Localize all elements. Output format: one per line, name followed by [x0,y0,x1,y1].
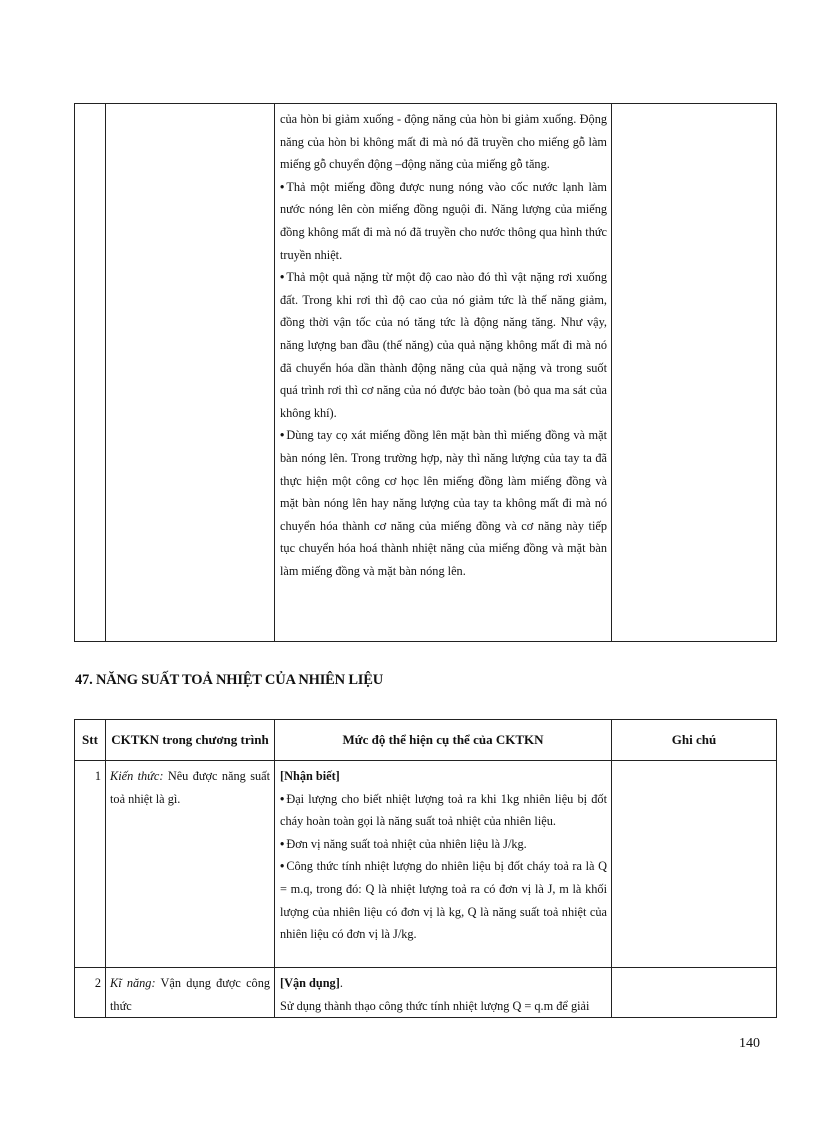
table-row [75,104,777,642]
header-note: Ghi chú [612,720,777,761]
cktkn-cell [106,968,275,1018]
cktkn-cell [106,761,275,968]
bullet-paragraph: • Đơn vị năng suất toả nhiệt của nhiên liệu là J/kg. [280,833,607,856]
stt-cell [75,104,106,642]
row-type-label: Kĩ năng: [110,976,156,990]
table-row [75,761,777,968]
bullet-paragraph: • Thả một miếng đồng được nung nóng vào cốc nước lạnh làm nước nóng lên còn miếng đồng nguội đi. Năng lượng của miếng đồng không mất đi mà nó đã truyền cho nước thông qua hình thức truyền nhiệt. [280,176,607,266]
header-cktkn: CKTKN trong chương trình [106,720,275,761]
stt-cell: 1 [75,761,106,968]
paragraph: của hòn bi giảm xuống - động năng của hòn bi giảm xuống. Động năng của hòn bi không mất đi mà nó đã truyền cho miếng gỗ làm miếng gỗ chuyển động –động năng của miếng gỗ tăng. [280,112,607,172]
row-summary: Vận dụng được công thức [110,976,270,1013]
section-heading: 47. NĂNG SUẤT TOẢ NHIỆT CỦA NHIÊN LIỆU [75,672,383,688]
bullet-paragraph: • Dùng tay cọ xát miếng đồng lên mặt bàn thì miếng đồng và mặt bàn nóng lên. Trong trường hợp, này thì năng lượng của tay ta đã thực hiện một công cơ học lên miếng đồng làm miếng đồng và mặt bàn nóng lên hay năng lượng của tay ta không mất đi mà nó chuyển hóa thành cơ năng của miếng đồng và cơ năng này tiếp tục chuyển hóa hoá thành nhiệt năng của miếng đồng và mặt bàn làm miếng đồng và mặt bàn nóng lên. [280,424,607,582]
continuation-table [74,103,777,642]
bullet-paragraph: • Đại lượng cho biết nhiệt lượng toả ra khi 1kg nhiên liệu bị đốt cháy hoàn toàn gọi là năng suất toả nhiệt của nhiên liệu. [280,788,607,833]
row-type-label: Kiến thức: [110,769,164,783]
header-stt: Stt [75,720,106,761]
bullet-paragraph: • Thả một quả nặng từ một độ cao nào đó thì vật nặng rơi xuống đất. Trong khi rơi thì độ cao của nó giảm tức là thế năng giảm, đồng thời vận tốc của nó tăng tức là động năng tăng. Như vậy, năng lượng ban đầu (thế năng) của quả nặng không mất đi mà nó đã chuyển hóa dần thành động năng của quả nặng và trong suốt quá trình rơi thì cơ năng của nó được bảo toàn (bỏ qua ma sát của không khí). [280,266,607,424]
note-cell [612,968,777,1018]
tag-suffix: . [339,976,343,990]
stt-cell: 2 [75,968,106,1018]
level-tag: [Nhận biết] [280,769,340,783]
level-tag: [Vận dụng] [280,976,340,990]
content-cell [275,761,612,968]
cktkn-cell [106,104,275,642]
paragraph: Sử dụng thành thạo công thức tính nhiệt lượng Q = q.m để giải [280,998,590,1013]
content-cell [275,104,612,642]
note-cell [612,104,777,642]
table-row [75,968,777,1018]
page-number: 140 [739,1036,760,1051]
bullet-paragraph: • Công thức tính nhiệt lượng do nhiên liệu bị đốt cháy toả ra là Q = m.q, trong đó: Q là nhiệt lượng toả ra có đơn vị là J, m là khối lượng của nhiên liệu có đơn vị là kg, Q là năng suất toả nhiệt của nhiên liệu có đơn vị là J/kg. [280,855,607,945]
header-level: Mức độ thể hiện cụ thể của CKTKN [275,720,612,761]
standards-table [74,719,777,1018]
header-row [75,720,777,761]
content-cell [275,968,612,1018]
note-cell [612,761,777,968]
row-summary: Nêu được năng suất toả nhiệt là gì. [110,769,270,806]
